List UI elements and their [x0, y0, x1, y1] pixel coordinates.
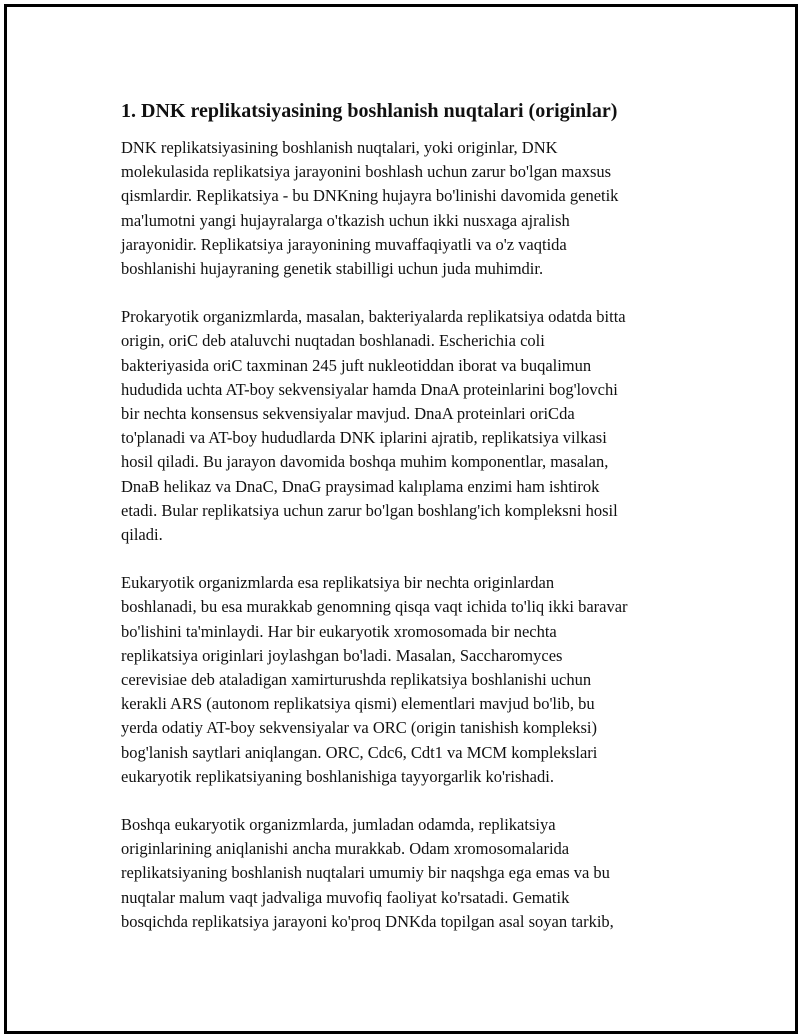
text-line: to'planadi va AT-boy hududlarda DNK iplarini ajratib, replikatsiya vilkasi — [121, 428, 607, 448]
document-body — [121, 98, 701, 958]
text-line: Eukaryotik organizmlarda esa replikatsiya bir nechta originlardan — [121, 573, 555, 593]
text-line: replikatsiyaning boshlanish nuqtalari umumiy bir naqshga ega emas va bu — [121, 863, 610, 883]
text-line: boshlanishi hujayraning genetik stabilligi uchun juda muhimdir. — [121, 259, 544, 279]
text-line: yerda odatiy AT-boy sekvensiyalar va ORC (origin tanishish kompleksi) — [121, 718, 597, 738]
text-line: boshlanadi, bu esa murakkab genomning qisqa vaqt ichida to'liq ikki baravar — [121, 597, 628, 617]
page-frame — [4, 4, 798, 1034]
text-line: etadi. Bular replikatsiya uchun zarur bo'lgan boshlang'ich kompleksni hosil — [121, 500, 618, 520]
text-line: ma'lumotni yangi hujayralarga o'tkazish uchun ikki nusxaga ajralish — [121, 210, 570, 230]
paragraph-2 — [121, 305, 701, 547]
text-line: qismlardir. Replikatsiya - bu DNKning hujayra bo'linishi davomida genetik — [121, 186, 619, 206]
text-line: bir nechta konsensus sekvensiyalar mavjud. DnaA proteinlari oriCda — [121, 404, 575, 424]
text-line: origin, oriC deb ataluvchi nuqtadan boshlanadi. Escherichia coli — [121, 331, 545, 351]
text-line: bakteriyasida oriC taxminan 245 juft nukleotiddan iborat va buqalimun — [121, 355, 592, 375]
text-line: nuqtalar malum vaqt jadvaliga muvofiq faoliyat ko'rsatadi. Gematik — [121, 887, 570, 907]
text-line: hududida uchta AT-boy sekvensiyalar hamda DnaA proteinlarini bog'lovchi — [121, 379, 618, 399]
text-line: molekulasida replikatsiya jarayonini boshlash uchun zarur bo'lgan maxsus — [121, 162, 612, 182]
paragraph-3 — [121, 571, 701, 789]
section-heading: 1. DNK replikatsiyasining boshlanish nuqtalari (originlar) — [121, 100, 618, 122]
text-line: replikatsiya originlari joylashgan bo'ladi. Masalan, Saccharomyces — [121, 645, 563, 665]
text-line: DnaB helikaz va DnaC, DnaG praysimad kalıplama enzimi ham ishtirok — [121, 476, 600, 496]
text-line: kerakli ARS (autonom replikatsiya qismi) elementlari mavjud bo'lib, bu — [121, 694, 595, 714]
paragraph-1 — [121, 136, 701, 281]
text-line: bosqichda replikatsiya jarayoni ko'proq DNKda topilgan asal soyan tarkib, — [121, 911, 614, 931]
text-line: originlarining aniqlanishi ancha murakkab. Odam xromosomalarida — [121, 839, 570, 859]
text-line: Prokaryotik organizmlarda, masalan, bakteriyalarda replikatsiya odatda bitta — [121, 307, 626, 327]
text-line: DNK replikatsiyasining boshlanish nuqtalari, yoki originlar, DNK — [121, 138, 558, 157]
text-line: bog'lanish saytlari aniqlangan. ORC, Cdc6, Cdt1 va MCM komplekslari — [121, 742, 598, 762]
text-line: jarayonidir. Replikatsiya jarayonining muvaffaqiyatli va o'z vaqtida — [121, 234, 567, 254]
text-line: qiladi. — [121, 525, 163, 545]
text-line: eukaryotik replikatsiyaning boshlanishiga tayyorgarlik ko'rishadi. — [121, 766, 554, 786]
text-line: Boshqa eukaryotik organizmlarda, jumladan odamda, replikatsiya — [121, 815, 556, 835]
text-line: bo'lishini ta'minlaydi. Har bir eukaryotik xromosomada bir nechta — [121, 621, 557, 641]
text-line: cerevisiae deb ataladigan xamirturushda replikatsiya boshlanishi uchun — [121, 670, 592, 690]
paragraph-list — [121, 136, 701, 934]
text-line: hosil qiladi. Bu jarayon davomida boshqa muhim komponentlar, masalan, — [121, 452, 609, 472]
paragraph-4 — [121, 813, 701, 934]
